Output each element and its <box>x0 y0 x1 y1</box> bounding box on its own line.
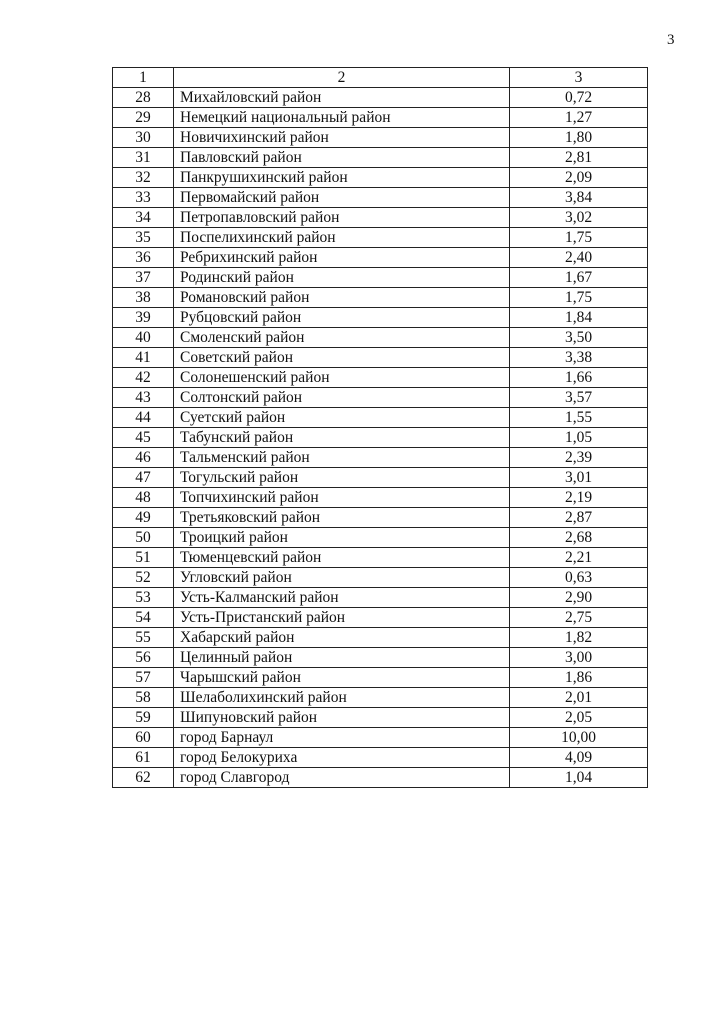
district-name-cell: Новичихинский район <box>174 128 510 148</box>
table-row <box>113 188 648 208</box>
table-row <box>113 528 648 548</box>
row-number-cell: 34 <box>113 208 174 228</box>
value-cell: 2,09 <box>510 168 648 188</box>
value-cell: 2,90 <box>510 588 648 608</box>
row-number-cell: 37 <box>113 268 174 288</box>
value-cell: 0,72 <box>510 88 648 108</box>
row-number-cell: 31 <box>113 148 174 168</box>
value-cell: 2,01 <box>510 688 648 708</box>
district-name-cell: Табунский район <box>174 428 510 448</box>
row-number-cell: 36 <box>113 248 174 268</box>
district-name-cell: Тальменский район <box>174 448 510 468</box>
row-number-cell: 62 <box>113 768 174 788</box>
district-name-cell: Троицкий район <box>174 528 510 548</box>
table-row <box>113 428 648 448</box>
row-number-cell: 47 <box>113 468 174 488</box>
district-name-cell: Третьяковский район <box>174 508 510 528</box>
district-name-cell: Усть-Пристанский район <box>174 608 510 628</box>
value-cell: 1,82 <box>510 628 648 648</box>
table-row <box>113 228 648 248</box>
district-name-cell: Угловский район <box>174 568 510 588</box>
district-name-cell: Тюменцевский район <box>174 548 510 568</box>
data-table <box>112 67 648 788</box>
table-row <box>113 628 648 648</box>
district-name-cell: Первомайский район <box>174 188 510 208</box>
value-cell: 1,86 <box>510 668 648 688</box>
table-header-row <box>113 68 648 88</box>
page-number: 3 <box>667 32 675 48</box>
row-number-cell: 56 <box>113 648 174 668</box>
table-row <box>113 768 648 788</box>
table-row <box>113 248 648 268</box>
table-row <box>113 448 648 468</box>
table-row <box>113 408 648 428</box>
column-header-number: 1 <box>113 68 174 88</box>
row-number-cell: 61 <box>113 748 174 768</box>
row-number-cell: 28 <box>113 88 174 108</box>
value-cell: 1,84 <box>510 308 648 328</box>
district-name-cell: город Барнаул <box>174 728 510 748</box>
row-number-cell: 55 <box>113 628 174 648</box>
value-cell: 2,19 <box>510 488 648 508</box>
district-name-cell: Романовский район <box>174 288 510 308</box>
row-number-cell: 48 <box>113 488 174 508</box>
table-row <box>113 348 648 368</box>
district-name-cell: Топчихинский район <box>174 488 510 508</box>
district-name-cell: Суетский район <box>174 408 510 428</box>
table-row <box>113 748 648 768</box>
district-name-cell: Ребрихинский район <box>174 248 510 268</box>
district-name-cell: Петропавловский район <box>174 208 510 228</box>
table-row <box>113 88 648 108</box>
row-number-cell: 51 <box>113 548 174 568</box>
table-row <box>113 308 648 328</box>
table-row <box>113 468 648 488</box>
value-cell: 3,00 <box>510 648 648 668</box>
value-cell: 2,87 <box>510 508 648 528</box>
value-cell: 3,50 <box>510 328 648 348</box>
row-number-cell: 58 <box>113 688 174 708</box>
row-number-cell: 43 <box>113 388 174 408</box>
district-name-cell: Поспелихинский район <box>174 228 510 248</box>
row-number-cell: 60 <box>113 728 174 748</box>
row-number-cell: 42 <box>113 368 174 388</box>
table-row <box>113 368 648 388</box>
value-cell: 3,57 <box>510 388 648 408</box>
value-cell: 2,40 <box>510 248 648 268</box>
table-row <box>113 608 648 628</box>
value-cell: 3,02 <box>510 208 648 228</box>
value-cell: 2,68 <box>510 528 648 548</box>
district-name-cell: город Славгород <box>174 768 510 788</box>
value-cell: 1,55 <box>510 408 648 428</box>
value-cell: 1,05 <box>510 428 648 448</box>
table-row <box>113 688 648 708</box>
row-number-cell: 40 <box>113 328 174 348</box>
district-name-cell: Солонешенский район <box>174 368 510 388</box>
district-name-cell: Хабарский район <box>174 628 510 648</box>
district-name-cell: Немецкий национальный район <box>174 108 510 128</box>
district-name-cell: Шипуновский район <box>174 708 510 728</box>
value-cell: 10,00 <box>510 728 648 748</box>
table-row <box>113 148 648 168</box>
district-name-cell: Советский район <box>174 348 510 368</box>
row-number-cell: 54 <box>113 608 174 628</box>
district-name-cell: Солтонский район <box>174 388 510 408</box>
table-row <box>113 648 648 668</box>
district-name-cell: город Белокуриха <box>174 748 510 768</box>
district-name-cell: Михайловский район <box>174 88 510 108</box>
value-cell: 1,67 <box>510 268 648 288</box>
value-cell: 0,63 <box>510 568 648 588</box>
row-number-cell: 44 <box>113 408 174 428</box>
value-cell: 3,84 <box>510 188 648 208</box>
value-cell: 2,75 <box>510 608 648 628</box>
value-cell: 2,21 <box>510 548 648 568</box>
table-body <box>113 88 648 788</box>
district-name-cell: Панкрушихинский район <box>174 168 510 188</box>
table-row <box>113 208 648 228</box>
value-cell: 3,01 <box>510 468 648 488</box>
table-row <box>113 168 648 188</box>
district-name-cell: Целинный район <box>174 648 510 668</box>
district-name-cell: Павловский район <box>174 148 510 168</box>
value-cell: 3,38 <box>510 348 648 368</box>
row-number-cell: 57 <box>113 668 174 688</box>
table-row <box>113 708 648 728</box>
district-name-cell: Смоленский район <box>174 328 510 348</box>
table-row <box>113 508 648 528</box>
table-row <box>113 568 648 588</box>
table-row <box>113 328 648 348</box>
value-cell: 2,05 <box>510 708 648 728</box>
row-number-cell: 32 <box>113 168 174 188</box>
row-number-cell: 49 <box>113 508 174 528</box>
table-row <box>113 488 648 508</box>
column-header-name: 2 <box>174 68 510 88</box>
table-row <box>113 548 648 568</box>
value-cell: 1,80 <box>510 128 648 148</box>
row-number-cell: 50 <box>113 528 174 548</box>
table-row <box>113 728 648 748</box>
value-cell: 1,66 <box>510 368 648 388</box>
district-name-cell: Рубцовский район <box>174 308 510 328</box>
row-number-cell: 38 <box>113 288 174 308</box>
table-row <box>113 388 648 408</box>
value-cell: 4,09 <box>510 748 648 768</box>
district-name-cell: Шелаболихинский район <box>174 688 510 708</box>
value-cell: 2,81 <box>510 148 648 168</box>
table-row <box>113 108 648 128</box>
row-number-cell: 45 <box>113 428 174 448</box>
district-name-cell: Чарышский район <box>174 668 510 688</box>
value-cell: 1,04 <box>510 768 648 788</box>
value-cell: 1,75 <box>510 228 648 248</box>
column-header-value: 3 <box>510 68 648 88</box>
district-name-cell: Родинский район <box>174 268 510 288</box>
district-name-cell: Тогульский район <box>174 468 510 488</box>
row-number-cell: 33 <box>113 188 174 208</box>
table-row <box>113 268 648 288</box>
value-cell: 1,75 <box>510 288 648 308</box>
row-number-cell: 46 <box>113 448 174 468</box>
row-number-cell: 52 <box>113 568 174 588</box>
row-number-cell: 53 <box>113 588 174 608</box>
table-row <box>113 288 648 308</box>
value-cell: 1,27 <box>510 108 648 128</box>
table-row <box>113 668 648 688</box>
row-number-cell: 41 <box>113 348 174 368</box>
row-number-cell: 35 <box>113 228 174 248</box>
table-row <box>113 588 648 608</box>
district-name-cell: Усть-Калманский район <box>174 588 510 608</box>
row-number-cell: 30 <box>113 128 174 148</box>
row-number-cell: 39 <box>113 308 174 328</box>
row-number-cell: 29 <box>113 108 174 128</box>
row-number-cell: 59 <box>113 708 174 728</box>
table-row <box>113 128 648 148</box>
value-cell: 2,39 <box>510 448 648 468</box>
